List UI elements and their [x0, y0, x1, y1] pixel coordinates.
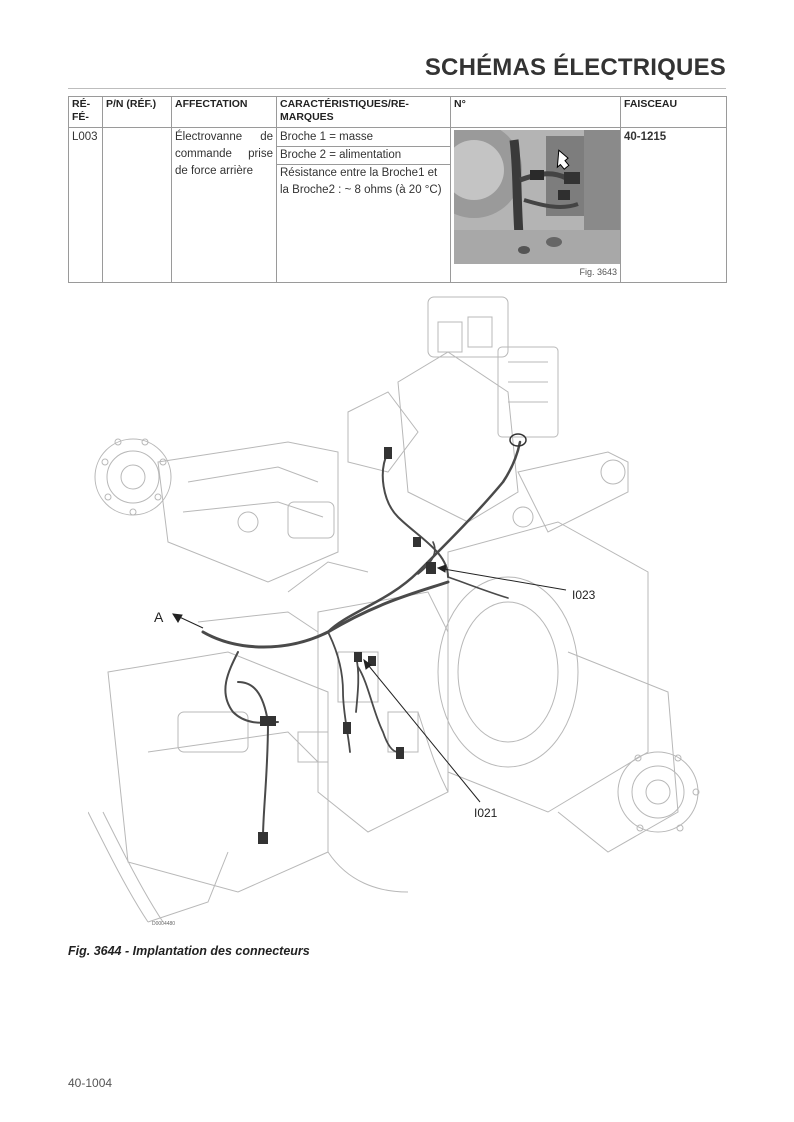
- characteristic-resistance: Résistance entre la Broche1 et la Broche2 : ~ 8 ohms (à 20 °C): [280, 167, 442, 196]
- wiring-harness: [203, 442, 520, 837]
- table-row: [69, 128, 727, 283]
- characteristic-pin1: Broche 1 = masse: [277, 129, 450, 147]
- page-number: 40-1004: [68, 1076, 113, 1090]
- figure-caption: Fig. 3644 - Implantation des connecteurs: [68, 944, 310, 958]
- drawing-code: D0004480: [152, 921, 176, 927]
- cell-faisceau: 40-1215: [621, 128, 727, 283]
- connector-marker: [260, 716, 276, 726]
- connector-marker: [384, 447, 392, 459]
- callout-a: A: [154, 609, 164, 625]
- col-header-pn: P/N (RÉF.): [103, 97, 172, 128]
- cell-photo: [451, 128, 621, 283]
- cell-affectation: Électrovanne de commande prise de force arrière: [172, 128, 277, 283]
- col-header-characteristics: CARACTÉRISTIQUES/RE- MARQUES: [277, 97, 451, 128]
- photo-illustration: [454, 130, 620, 264]
- col-header-ref: RÉ- FÉ-: [69, 97, 103, 128]
- characteristic-pin2: Broche 2 = alimentation: [277, 147, 450, 165]
- col-header-faisceau: FAISCEAU: [621, 97, 727, 128]
- cell-pn: [103, 128, 172, 283]
- connector-photo: [454, 130, 620, 264]
- col-header-affectation: AFFECTATION: [172, 97, 277, 128]
- photo-caption: Fig. 3643: [579, 267, 617, 277]
- tractor-outline: [88, 297, 699, 922]
- connector-marker: [258, 832, 268, 844]
- i023-connector: [426, 562, 436, 574]
- connector-marker: [396, 747, 404, 759]
- connector-table: [68, 96, 727, 283]
- col-header-number: N°: [451, 97, 621, 128]
- cell-ref: L003: [69, 128, 103, 283]
- table-header-row: [69, 97, 727, 128]
- callout-i023: I023: [572, 588, 596, 602]
- connector-marker: [343, 722, 351, 734]
- connector-markers: [258, 434, 526, 844]
- page-title: SCHÉMAS ÉLECTRIQUES: [424, 54, 726, 81]
- title-divider: [68, 88, 726, 89]
- cell-characteristics: [277, 128, 451, 283]
- connector-marker: [413, 537, 421, 547]
- i021-connector: [354, 652, 362, 662]
- callout-i021: I021: [474, 806, 498, 820]
- leader-lines: [173, 565, 566, 802]
- harness-diagram: [88, 292, 728, 932]
